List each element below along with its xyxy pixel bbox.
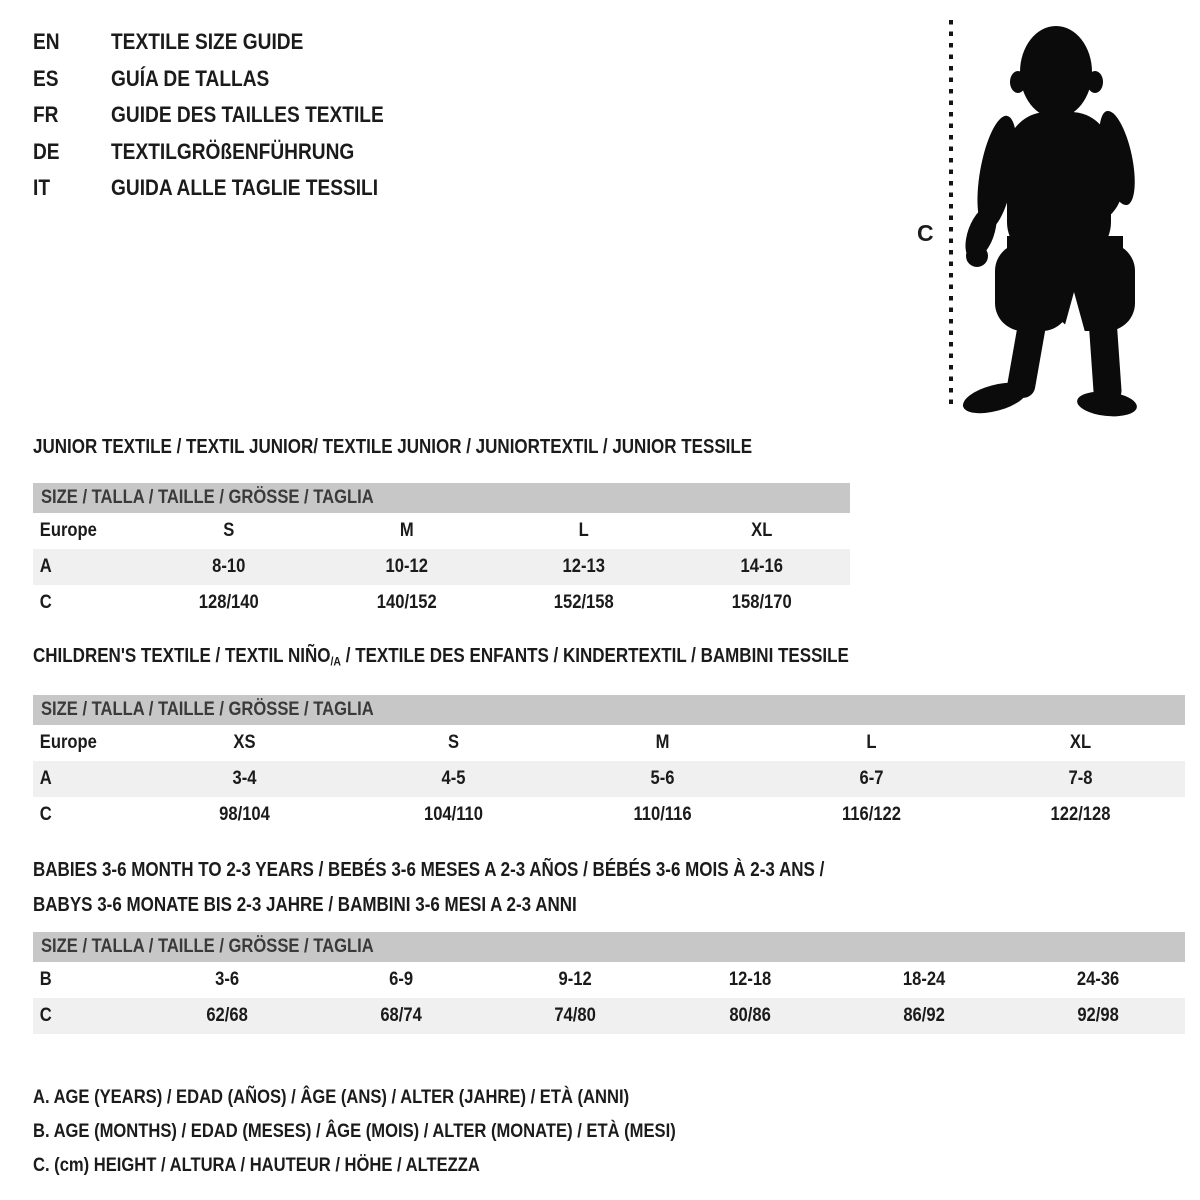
row-label: C	[39, 1004, 52, 1027]
age-cell: 8-10	[212, 555, 246, 577]
babies-heading-line2: BABYS 3-6 MONATE BIS 2-3 JAHRE / BAMBINI 3-6 MESI A 2-3 ANNI	[33, 893, 577, 916]
babies-heading	[33, 853, 1185, 923]
babies-heading-line1: BABIES 3-6 MONTH TO 2-3 YEARS / BEBÉS 3-6 MESES A 2-3 AÑOS / BÉBÉS 3-6 MOIS À 2-3 ANS /	[33, 858, 825, 881]
height-cell: 92/98	[1077, 1004, 1119, 1027]
size-cell: S	[447, 731, 460, 754]
section-junior	[33, 436, 1185, 621]
height-cell: 104/110	[423, 803, 483, 826]
table-row-europe	[33, 725, 1185, 761]
table-row-age	[33, 761, 1185, 797]
height-cell: 80/86	[728, 1004, 771, 1027]
row-label: Europe	[39, 519, 97, 541]
age-cell: 7-8	[1068, 767, 1093, 790]
age-cell: 4-5	[441, 767, 466, 790]
row-label: Europe	[39, 731, 97, 754]
size-cell: M	[655, 731, 670, 754]
height-cell: 122/128	[1050, 803, 1111, 826]
legend-line-c	[33, 1148, 1185, 1182]
language-code: DE	[33, 138, 60, 164]
size-cell: M	[399, 519, 414, 541]
size-cell: XL	[1069, 731, 1092, 754]
language-title: GUIDA ALLE TAGLIE TESSILI	[111, 175, 379, 201]
age-cell: 24-36	[1076, 968, 1120, 991]
size-cell: L	[866, 731, 877, 754]
age-cell: 5-6	[650, 767, 675, 790]
legend-line-b	[33, 1114, 1185, 1148]
row-label: B	[39, 968, 52, 991]
size-header-bar	[33, 932, 1185, 962]
language-title: TEXTILGRÖßENFÜHRUNG	[111, 138, 355, 164]
age-cell: 3-6	[215, 968, 240, 991]
size-header-bar	[33, 695, 1185, 725]
height-cell: 74/80	[554, 1004, 597, 1027]
babies-size-table	[33, 932, 1185, 1034]
table-row-age	[33, 549, 850, 585]
language-code: ES	[33, 65, 59, 91]
children-heading-pre: CHILDREN'S TEXTILE / TEXTIL NIÑO	[33, 644, 331, 667]
size-header-text: SIZE / TALLA / TAILLE / GRÖSSE / TAGLIA	[41, 935, 374, 958]
language-code: FR	[33, 102, 59, 128]
age-cell: 18-24	[902, 968, 945, 991]
age-cell: 14-16	[740, 555, 783, 577]
row-label: C	[39, 803, 52, 826]
age-cell: 9-12	[558, 968, 593, 991]
size-cell: XS	[233, 731, 256, 754]
children-heading-post: / TEXTILE DES ENFANTS / KINDERTEXTIL / BAMBINI TESSILE	[341, 644, 849, 667]
table-row-age-months	[33, 962, 1185, 998]
height-cell: 98/104	[219, 803, 270, 826]
height-cell: 86/92	[903, 1004, 945, 1027]
row-label: A	[39, 767, 52, 790]
row-label: A	[39, 555, 52, 577]
height-cell: 158/170	[731, 591, 792, 613]
row-label: C	[39, 591, 52, 613]
age-cell: 12-13	[562, 555, 605, 577]
junior-size-table	[33, 483, 850, 621]
age-cell: 6-7	[859, 767, 884, 790]
height-cell: 110/116	[633, 803, 692, 826]
children-size-table	[33, 695, 1185, 833]
height-cell: 128/140	[198, 591, 259, 613]
size-header-text: SIZE / TALLA / TAILLE / GRÖSSE / TAGLIA	[41, 698, 374, 721]
language-code: IT	[33, 175, 50, 201]
legend-text: B. AGE (MONTHS) / EDAD (MESES) / ÂGE (MOIS) / ALTER (MONATE) / ETÀ (MESI)	[33, 1119, 676, 1142]
age-cell: 12-18	[728, 968, 771, 991]
table-row-height	[33, 998, 1185, 1034]
children-heading-sub: /A	[330, 653, 342, 668]
table-row-height	[33, 797, 1185, 833]
language-title: GUIDE DES TAILLES TEXTILE	[111, 102, 384, 128]
legend-text: A. AGE (YEARS) / EDAD (AÑOS) / ÂGE (ANS) / ALTER (JAHRE) / ETÀ (ANNI)	[33, 1085, 630, 1108]
size-cell: S	[223, 519, 235, 541]
size-cell: XL	[750, 519, 772, 541]
age-cell: 3-4	[232, 767, 257, 790]
legend-text: C. (cm) HEIGHT / ALTURA / HAUTEUR / HÖHE / ALTEZZA	[33, 1153, 480, 1176]
size-header-text: SIZE / TALLA / TAILLE / GRÖSSE / TAGLIA	[41, 486, 374, 508]
children-heading	[33, 645, 1185, 673]
legend-line-a	[33, 1080, 1185, 1114]
height-cell: 116/122	[841, 803, 901, 826]
table-row-europe	[33, 513, 850, 549]
language-title: TEXTILE SIZE GUIDE	[111, 29, 304, 55]
junior-heading	[33, 436, 1185, 459]
height-cell: 140/152	[376, 591, 437, 613]
height-cell: 68/74	[380, 1004, 422, 1027]
size-cell: L	[578, 519, 589, 541]
language-title: GUÍA DE TALLAS	[111, 65, 270, 91]
toddler-silhouette	[959, 26, 1141, 419]
junior-heading-text: JUNIOR TEXTILE / TEXTIL JUNIOR/ TEXTILE JUNIOR / JUNIORTEXTIL / JUNIOR TESSILE	[33, 435, 753, 458]
age-cell: 6-9	[389, 968, 414, 991]
measure-legend	[33, 1080, 1185, 1182]
section-babies	[33, 853, 1185, 1034]
language-code: EN	[33, 29, 60, 55]
height-figure	[895, 8, 1150, 420]
height-cell: 152/158	[553, 591, 614, 613]
age-cell: 10-12	[385, 555, 428, 577]
table-row-height	[33, 585, 850, 621]
toddler-silhouette-graphic	[895, 8, 1150, 420]
children-heading-text	[33, 645, 849, 673]
section-children	[33, 645, 1185, 833]
size-header-bar	[33, 483, 850, 513]
height-cell: 62/68	[206, 1004, 248, 1027]
height-measure-label: C	[917, 220, 934, 246]
